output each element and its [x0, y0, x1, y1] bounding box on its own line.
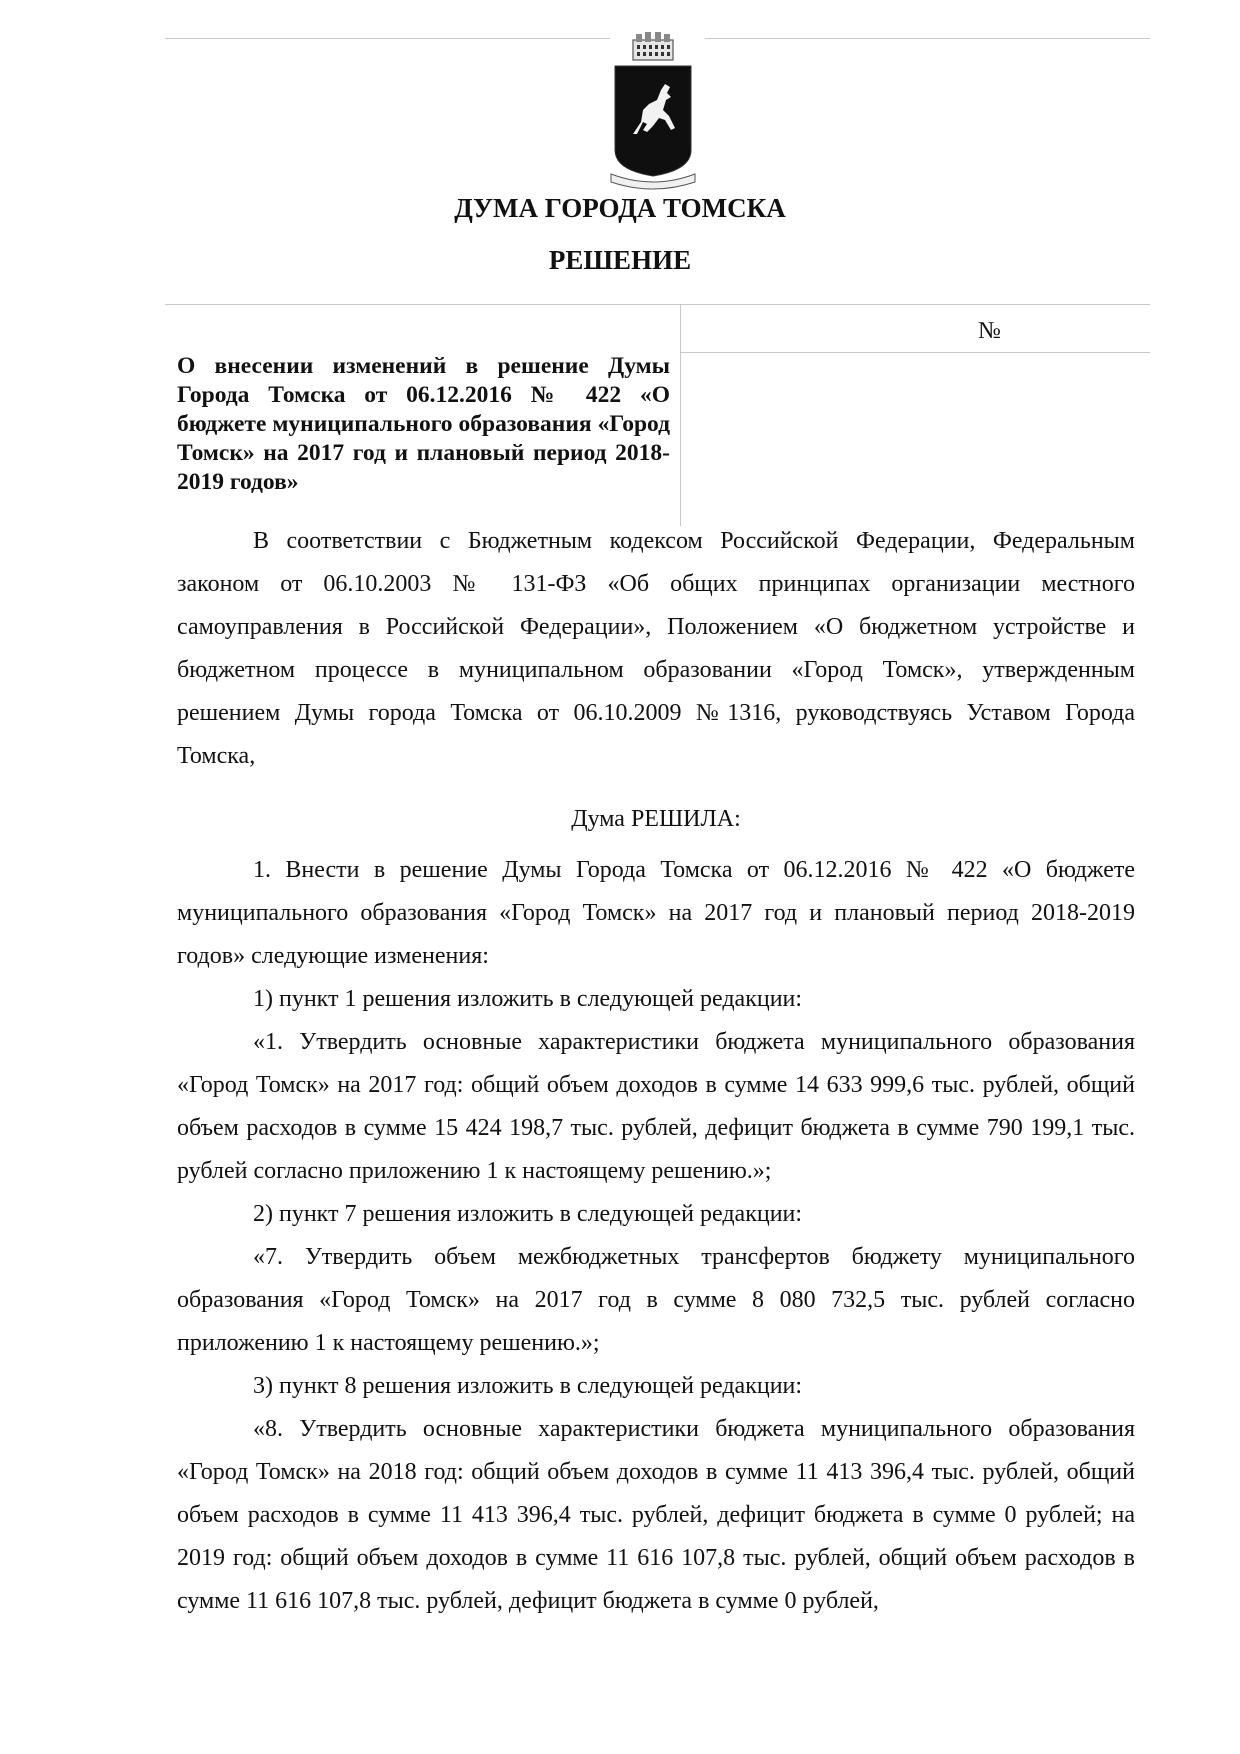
preamble-paragraph: В соответствии с Бюджетным кодексом Российской Федерации, Федеральным законом от 06.10.2003 № 131-ФЗ «Об общих принципах организации местного самоуправления в Российской Федерации», Положением «О бюджетном устройстве и бюджетном процессе в муниципальном образовании «Город Томск», утвержденным решением Думы города Томска от 06.10.2009 №1316, руководствуясь Уставом Города Томска,: [177, 528, 1135, 769]
body-paragraph: «1. Утвердить основные характеристики бюджета муниципального образования «Город Томск» на 2017 год: общий объем доходов в сумме 14 633 999,6 тыс. рублей, общий объем расходов в сумме 15 424 198,7 тыс. рублей, дефицит бюджета в сумме 790 199,1 тыс. рублей согласно приложению 1 к настоящему решению.»;: [177, 1029, 1135, 1184]
top-divider-right: [705, 38, 1150, 39]
resolution-heading: Дума РЕШИЛА:: [571, 806, 741, 832]
document-type-title: РЕШЕНИЕ: [548, 245, 692, 275]
document-body: [177, 520, 1135, 1623]
city-coat-of-arms-emblem: [603, 30, 703, 190]
body-paragraph: «7. Утвердить объем межбюджетных трансфертов бюджету муниципального образования «Город Томск» на 2017 год в сумме 8 080 732,5 тыс. рублей согласно приложению 1 к настоящему решению.»;: [177, 1244, 1135, 1356]
body-paragraph: 1) пункт 1 решения изложить в следующей редакции:: [253, 986, 803, 1012]
document-subject: О внесении изменений в решение Думы Города Томска от 06.12.2016 № 422 «О бюджете муниципального образования «Город Томск» на 2017 год и плановый период 2018-2019 годов»: [177, 353, 670, 495]
body-paragraph: «8. Утвердить основные характеристики бюджета муниципального образования «Город Томск» на 2018 год: общий объем доходов в сумме 11 413 396,4 тыс. рублей, общий объем расходов в сумме 11 413 396,4 тыс. рублей, дефицит бюджета в сумме 0 рублей; на 2019 год: общий объем доходов в сумме 11 616 107,8 тыс. рублей, общий объем расходов в сумме 11 616 107,8 тыс. рублей, дефицит бюджета в сумме 0 рублей,: [177, 1416, 1135, 1614]
body-paragraph: 3) пункт 8 решения изложить в следующей редакции:: [253, 1373, 803, 1399]
header-divider: [165, 304, 1150, 305]
top-divider-left: [165, 38, 610, 39]
document-number-line: [680, 352, 1150, 353]
document-number-label: №: [978, 318, 1001, 344]
subject-column-divider: [680, 304, 681, 526]
body-paragraph: 2) пункт 7 решения изложить в следующей редакции:: [253, 1201, 803, 1227]
org-title: ДУМА ГОРОДА ТОМСКА: [454, 193, 786, 223]
body-paragraph: 1. Внести в решение Думы Города Томска от 06.12.2016 № 422 «О бюджете муниципального образования «Город Томск» на 2017 год и плановый период 2018-2019 годов» следующие изменения:: [177, 857, 1135, 969]
